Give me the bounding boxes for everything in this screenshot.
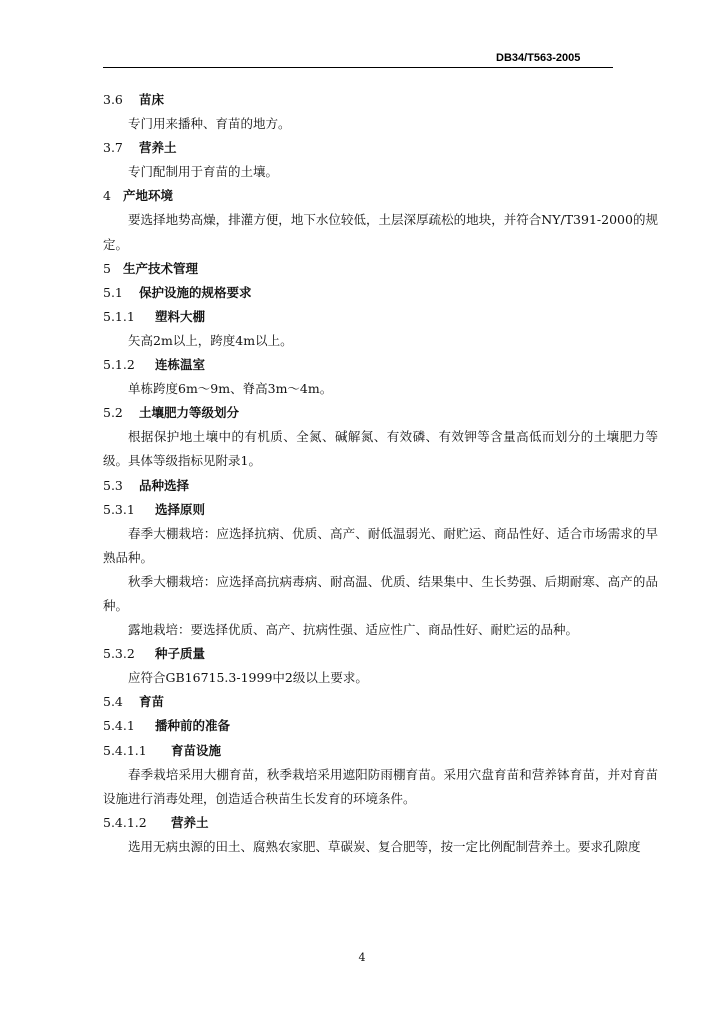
section-title: 种子质量 [155, 646, 206, 662]
section-title: 产地环境 [123, 188, 174, 204]
page-number: 4 [358, 951, 366, 964]
section-title: 营养土 [139, 140, 177, 156]
document-code: DB34/T563-2005 [496, 52, 581, 64]
section-heading [103, 305, 658, 329]
document-body [103, 88, 658, 859]
header-rule [103, 67, 613, 68]
paragraph: 露地栽培：要选择优质、高产、抗病性强、适应性广、商品性好、耐贮运的品种。 [128, 622, 579, 638]
section-number: 5 [103, 260, 111, 276]
paragraph: 选用无病虫源的田土、腐熟农家肥、草碳炭、复合肥等，按一定比例配制营养土。要求孔隙度 [128, 838, 641, 854]
paragraph: 春季大棚栽培：应选择抗病、优质、高产、耐低温弱光、耐贮运、商品性好、适合市场需求的早熟品种。 [103, 525, 658, 565]
section-heading [103, 281, 658, 305]
section-number: 5.4.1 [103, 718, 135, 734]
paragraph: 根据保护地土壤中的有机质、全氮、碱解氮、有效磷、有效钾等含量高低而划分的土壤肥力等级。具体等级指标见附录1。 [103, 429, 658, 469]
paragraph: 应符合GB16715.3-1999中2级以上要求。 [128, 670, 368, 686]
paragraph: 春季栽培采用大棚育苗，秋季栽培采用遮阳防雨棚育苗。采用穴盘育苗和营养钵育苗，并对育苗设施进行消毒处理，创造适合秧苗生长发育的环境条件。 [103, 766, 658, 806]
section-number: 5.3.2 [103, 646, 135, 662]
section-heading [103, 690, 658, 714]
section-number: 5.1 [103, 284, 123, 300]
section-title: 生产技术管理 [123, 260, 199, 276]
section-title: 育苗设施 [171, 742, 222, 758]
section-title: 土壤肥力等级划分 [139, 405, 240, 421]
section-title: 育苗 [139, 694, 165, 710]
section-heading [103, 714, 658, 738]
section-number: 4 [103, 188, 111, 204]
paragraph: 专门配制用于育苗的土壤。 [128, 164, 279, 180]
paragraph: 矢高2m以上，跨度4m以上。 [128, 332, 293, 348]
section-number: 5.1.2 [103, 357, 135, 373]
section-title: 塑料大棚 [155, 308, 206, 324]
section-number: 5.3 [103, 477, 123, 493]
section-title: 品种选择 [139, 477, 190, 493]
section-number: 5.4.1.2 [103, 814, 147, 830]
section-number: 3.7 [103, 140, 123, 156]
paragraph: 秋季大棚栽培：应选择高抗病毒病、耐高温、优质、结果集中、生长势强、后期耐寒、高产的品种。 [103, 573, 658, 613]
paragraph: 要选择地势高燥，排灌方便，地下水位较低，土层深厚疏松的地块，并符合NY/T391-2000的规定。 [103, 212, 658, 252]
section-heading [103, 401, 658, 425]
section-heading [103, 739, 658, 763]
paragraph: 专门用来播种、育苗的地方。 [128, 116, 291, 132]
section-number: 5.4.1.1 [103, 742, 147, 758]
section-number: 3.6 [103, 92, 123, 107]
section-heading [103, 474, 658, 498]
section-number: 5.1.1 [103, 308, 135, 324]
section-heading [103, 136, 658, 160]
section-heading [103, 642, 658, 666]
section-title: 播种前的准备 [155, 718, 231, 734]
section-number: 5.3.1 [103, 501, 135, 517]
section-title: 保护设施的规格要求 [139, 284, 252, 300]
paragraph: 单栋跨度6m～9m、脊高3m～4m。 [128, 381, 333, 397]
section-title: 选择原则 [155, 501, 206, 517]
section-heading [103, 811, 658, 835]
section-heading [103, 88, 658, 112]
section-number: 5.4 [103, 694, 123, 710]
section-number: 5.2 [103, 405, 123, 421]
section-title: 连栋温室 [155, 357, 206, 373]
section-title: 营养土 [171, 814, 209, 830]
section-heading [103, 257, 658, 281]
section-heading [103, 498, 658, 522]
section-title: 苗床 [139, 92, 165, 107]
section-heading [103, 353, 658, 377]
section-heading [103, 184, 658, 208]
